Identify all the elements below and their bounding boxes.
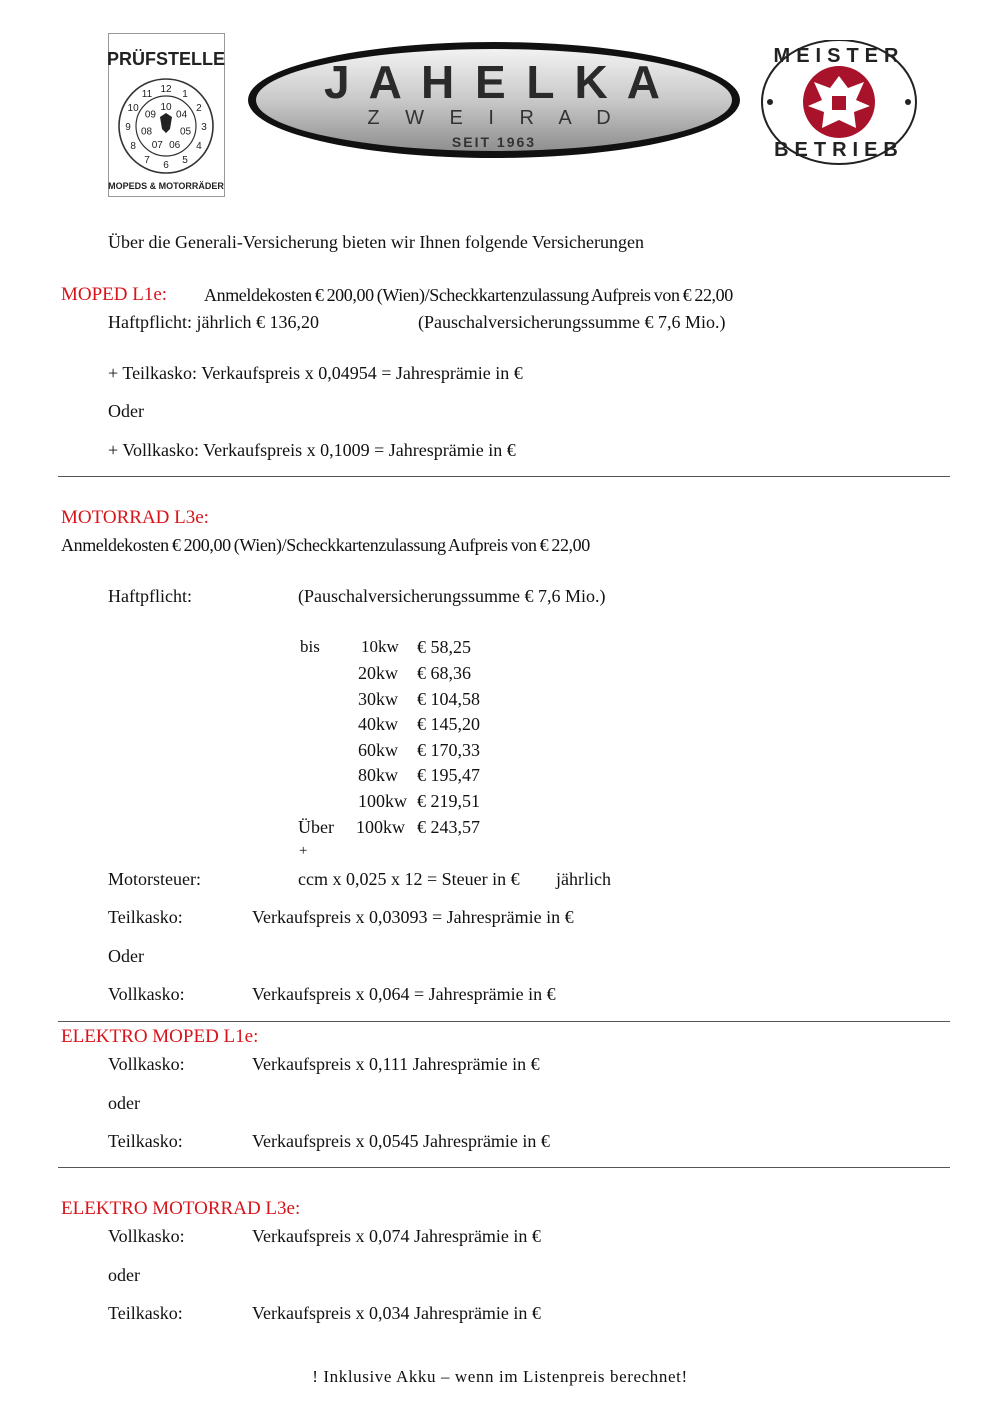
logo-ring-number: 6 [163, 160, 169, 171]
svg-text:PRÜFSTELLE: PRÜFSTELLE [108, 49, 225, 69]
tier-kw: 60kw [358, 740, 398, 760]
tier-price: € 170,33 [417, 740, 480, 760]
moped-partial-coverage: + Teilkasko: Verkaufspreis x 0,04954 = Jahresprämie in € [108, 363, 523, 383]
tier-kw: 100kw [358, 791, 407, 811]
logo-inner-number: 10 [160, 102, 172, 113]
moped-liability: Haftpflicht: jährlich € 136,20 [108, 312, 319, 332]
motor-tax-period: jährlich [556, 869, 611, 889]
tier-kw: 40kw [358, 714, 398, 734]
elektro-moped-full-formula: Verkaufspreis x 0,111 Jahresprämie in € [252, 1054, 540, 1074]
logo-ring-number: 8 [130, 141, 136, 152]
motorrad-full-formula: Verkaufspreis x 0,064 = Jahresprämie in € [252, 984, 556, 1004]
logo-ring-number: 7 [144, 154, 150, 166]
divider [58, 1021, 950, 1022]
tier-price: € 58,25 [417, 637, 471, 657]
elektro-motorrad-partial-label: Teilkasko: [108, 1303, 183, 1323]
tier-price: € 219,51 [417, 791, 480, 811]
motor-tax-label: Motorsteuer: [108, 869, 201, 889]
logo-ring-number: 1 [182, 89, 188, 101]
meister-betrieb-logo [760, 40, 920, 168]
svg-text:SEIT 1963: SEIT 1963 [451, 134, 537, 150]
motorrad-registration: Anmeldekosten € 200,00 (Wien)/Scheckkartenzulassung Aufpreis von € 22,00 [61, 535, 590, 555]
elektro-moped-or: oder [108, 1093, 140, 1113]
logo-inner-number: 07 [151, 140, 163, 151]
logo-ring-number: 5 [182, 154, 188, 166]
moped-title: MOPED L1e: [61, 284, 168, 305]
elektro-moped-partial-formula: Verkaufspreis x 0,0545 Jahresprämie in € [252, 1131, 550, 1151]
elektro-motorrad-title: ELEKTRO MOTORRAD L3e: [61, 1198, 301, 1219]
logo-inner-number: 05 [179, 126, 192, 138]
moped-registration: Anmeldekosten € 200,00 (Wien)/Scheckkartenzulassung Aufpreis von € 22,00 [204, 285, 733, 305]
motor-tax-formula: ccm x 0,025 x 12 = Steuer in € [298, 869, 520, 889]
tier-price: € 195,47 [417, 765, 480, 785]
tier-bis-label: bis [300, 637, 320, 656]
plus-sign: + [299, 843, 308, 859]
logo-ring-number: 12 [160, 84, 172, 95]
svg-text:J A H E L K A: J A H E L K A [324, 56, 664, 108]
intro-text: Über die Generali-Versicherung bieten wir Ihnen folgende Versicherungen [108, 232, 644, 252]
tier-over-kw: 100kw [356, 817, 405, 837]
logo-inner-number: 04 [176, 109, 188, 121]
logo-ring-number: 9 [125, 122, 131, 133]
motorrad-or: Oder [108, 946, 144, 966]
jahelka-logo [246, 40, 742, 160]
tier-over-price: € 243,57 [417, 817, 480, 837]
tier-price: € 104,58 [417, 689, 480, 709]
logo-ring-number: 3 [201, 122, 207, 133]
logo-inner-number: 08 [140, 126, 153, 138]
elektro-motorrad-or: oder [108, 1265, 140, 1285]
motorrad-title: MOTORRAD L3e: [61, 507, 209, 528]
moped-full-coverage: + Vollkasko: Verkaufspreis x 0,1009 = Jahresprämie in € [108, 440, 516, 460]
tier-price: € 68,36 [417, 663, 471, 683]
logo-inner-number: 09 [144, 109, 156, 121]
logo-ring-number: 4 [196, 141, 202, 152]
tier-kw: 30kw [358, 689, 398, 709]
motorrad-liability-note: (Pauschalversicherungssumme € 7,6 Mio.) [298, 586, 606, 606]
elektro-motorrad-full-label: Vollkasko: [108, 1226, 185, 1246]
moped-liability-note: (Pauschalversicherungssumme € 7,6 Mio.) [418, 312, 726, 332]
motorrad-partial-label: Teilkasko: [108, 907, 183, 927]
divider [58, 476, 950, 477]
elektro-motorrad-full-formula: Verkaufspreis x 0,074 Jahresprämie in € [252, 1226, 541, 1246]
elektro-moped-title: ELEKTRO MOPED L1e: [61, 1026, 259, 1047]
tier-over-label: Über [298, 817, 334, 837]
elektro-moped-partial-label: Teilkasko: [108, 1131, 183, 1151]
motorrad-liability-label: Haftpflicht: [108, 586, 192, 606]
tier-kw: 20kw [358, 663, 398, 683]
motorrad-partial-formula: Verkaufspreis x 0,03093 = Jahresprämie in € [252, 907, 574, 927]
tier-price: € 145,20 [417, 714, 480, 734]
svg-text:MEISTER: MEISTER [773, 45, 905, 67]
svg-text:Z W E I R A D: Z W E I R A D [367, 107, 621, 129]
moped-or: Oder [108, 401, 144, 421]
motorrad-full-label: Vollkasko: [108, 984, 185, 1004]
elektro-motorrad-partial-formula: Verkaufspreis x 0,034 Jahresprämie in € [252, 1303, 541, 1323]
logo-inner-number: 06 [169, 140, 181, 151]
elektro-moped-full-label: Vollkasko: [108, 1054, 185, 1074]
logo-ring-number: 11 [141, 89, 153, 101]
pruefstelle-logo [108, 33, 225, 197]
tier-kw: 10kw [361, 637, 399, 656]
battery-note: ! Inklusive Akku – wenn im Listenpreis berechnet! [312, 1367, 688, 1386]
svg-text:MOPEDS & MOTORRÄDER: MOPEDS & MOTORRÄDER [108, 181, 224, 191]
divider [58, 1167, 950, 1168]
logo-ring-number: 2 [196, 103, 202, 114]
svg-text:BETRIEB: BETRIEB [774, 139, 904, 161]
tier-kw: 80kw [358, 765, 398, 785]
logo-ring-number: 10 [127, 103, 139, 114]
